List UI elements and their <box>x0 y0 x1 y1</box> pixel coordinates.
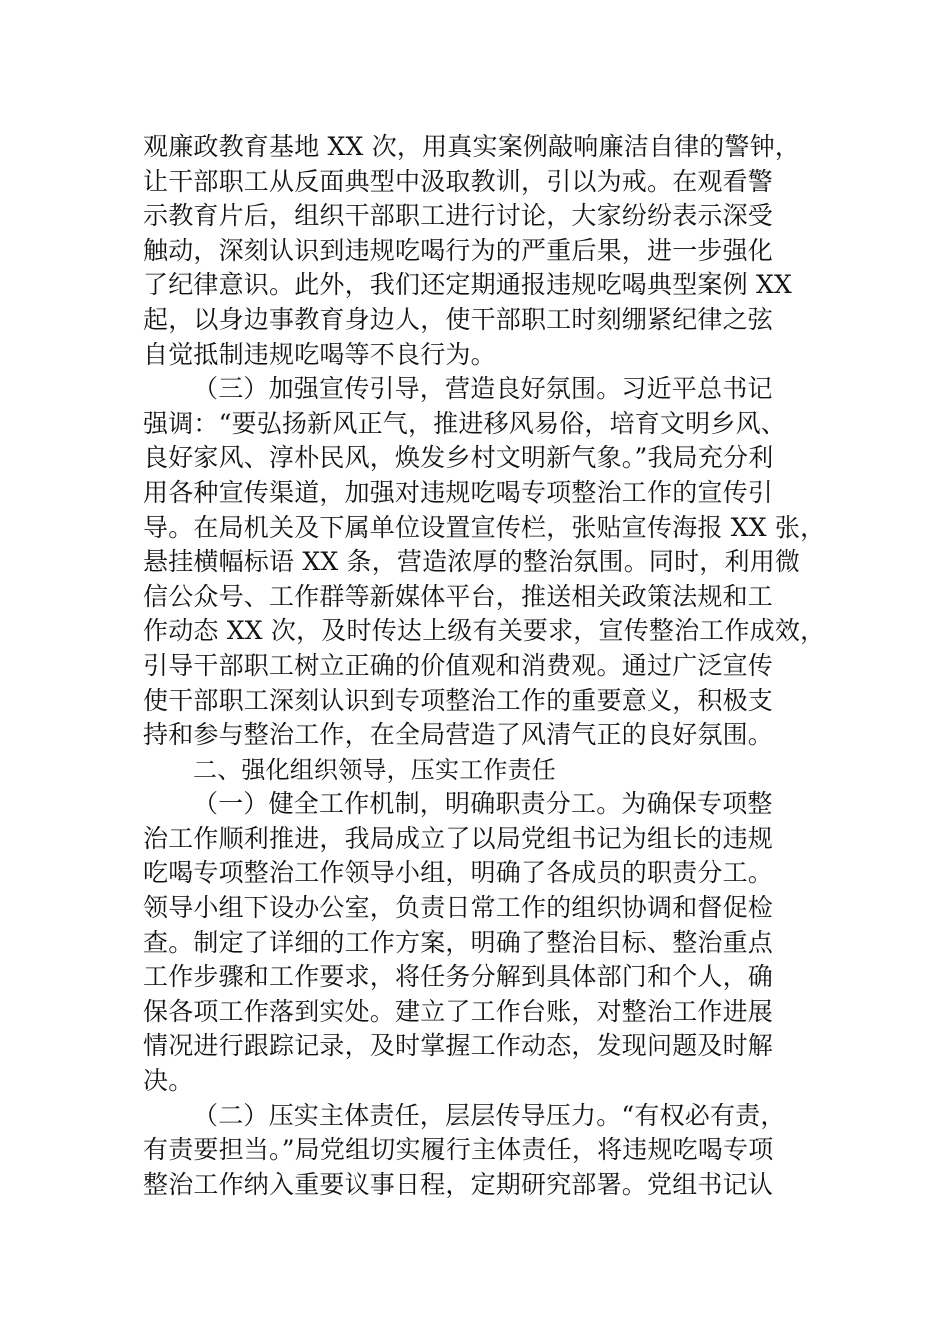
text-line: 了纪律意识。此外，我们还定期通报违规吃喝典型案例 XX <box>143 270 792 300</box>
text-line: 自觉抵制违规吃喝等不良行为。 <box>143 339 496 369</box>
paragraph-start-line: （二）压实主体责任，层层传导压力。“有权必有责， <box>193 1100 786 1130</box>
text-line: 观廉政教育基地 XX 次，用真实案例敲响廉洁自律的警钟， <box>143 132 801 161</box>
text-line: 有责要担当。”局党组切实履行主体责任，将违规吃喝专项 <box>143 1135 774 1165</box>
text-line: 示教育片后，组织干部职工进行讨论，大家纷纷表示深受 <box>143 201 774 231</box>
text-line: 情况进行跟踪记录，及时掌握工作动态，发现问题及时解 <box>143 1031 774 1061</box>
text-line: 触动，深刻认识到违规吃喝行为的严重后果，进一步强化 <box>143 235 774 265</box>
text-line: 持和参与整治工作，在全局营造了风清气正的良好氛围。 <box>143 720 774 750</box>
section-heading: 二、强化组织领导，压实工作责任 <box>193 755 556 784</box>
document-body <box>143 130 843 1202</box>
paragraph-start-line: （一）健全工作机制，明确职责分工。为确保专项整 <box>193 789 773 819</box>
text-line: 信公众号、工作群等新媒体平台，推送相关政策法规和工 <box>143 581 774 611</box>
text-line: 让干部职工从反面典型中汲取教训，引以为戒。在观看警 <box>143 166 774 196</box>
text-line: 保各项工作落到实处。建立了工作台账，对整治工作进展 <box>143 996 774 1026</box>
text-line: 用各种宣传渠道，加强对违规吃喝专项整治工作的宣传引 <box>143 477 774 507</box>
text-line: 领导小组下设办公室，负责日常工作的组织协调和督促检 <box>143 893 774 923</box>
text-line: 治工作顺利推进，我局成立了以局党组书记为组长的违规 <box>143 823 774 853</box>
paragraph-start-line: （三）加强宣传引导，营造良好氛围。习近平总书记 <box>193 374 773 404</box>
text-line: 悬挂横幅标语 XX 条，营造浓厚的整治氛围。同时，利用微 <box>143 547 801 577</box>
text-line: 工作步骤和工作要求，将任务分解到具体部门和个人，确 <box>143 962 774 992</box>
text-line: 引导干部职工树立正确的价值观和消费观。通过广泛宣传 <box>143 650 774 680</box>
text-line: 使干部职工深刻认识到专项整治工作的重要意义，积极支 <box>143 685 774 715</box>
text-line: 决。 <box>143 1066 194 1096</box>
text-line: 良好家风、淳朴民风，焕发乡村文明新气象。”我局充分利 <box>143 443 774 473</box>
text-line: 起，以身边事教育身边人，使干部职工时刻绷紧纪律之弦 <box>143 304 774 334</box>
text-line: 强调：“要弘扬新风正气，推进移风易俗，培育文明乡风、 <box>143 408 786 438</box>
text-line: 吃喝专项整治工作领导小组，明确了各成员的职责分工。 <box>143 858 774 888</box>
text-line: 导。在局机关及下属单位设置宣传栏，张贴宣传海报 XX 张， <box>143 512 826 542</box>
text-line: 整治工作纳入重要议事日程，定期研究部署。党组书记认 <box>143 1169 774 1199</box>
text-line: 作动态 XX 次，及时传达上级有关要求，宣传整治工作成效， <box>143 616 826 646</box>
text-line: 查。制定了详细的工作方案，明确了整治目标、整治重点 <box>143 927 774 957</box>
